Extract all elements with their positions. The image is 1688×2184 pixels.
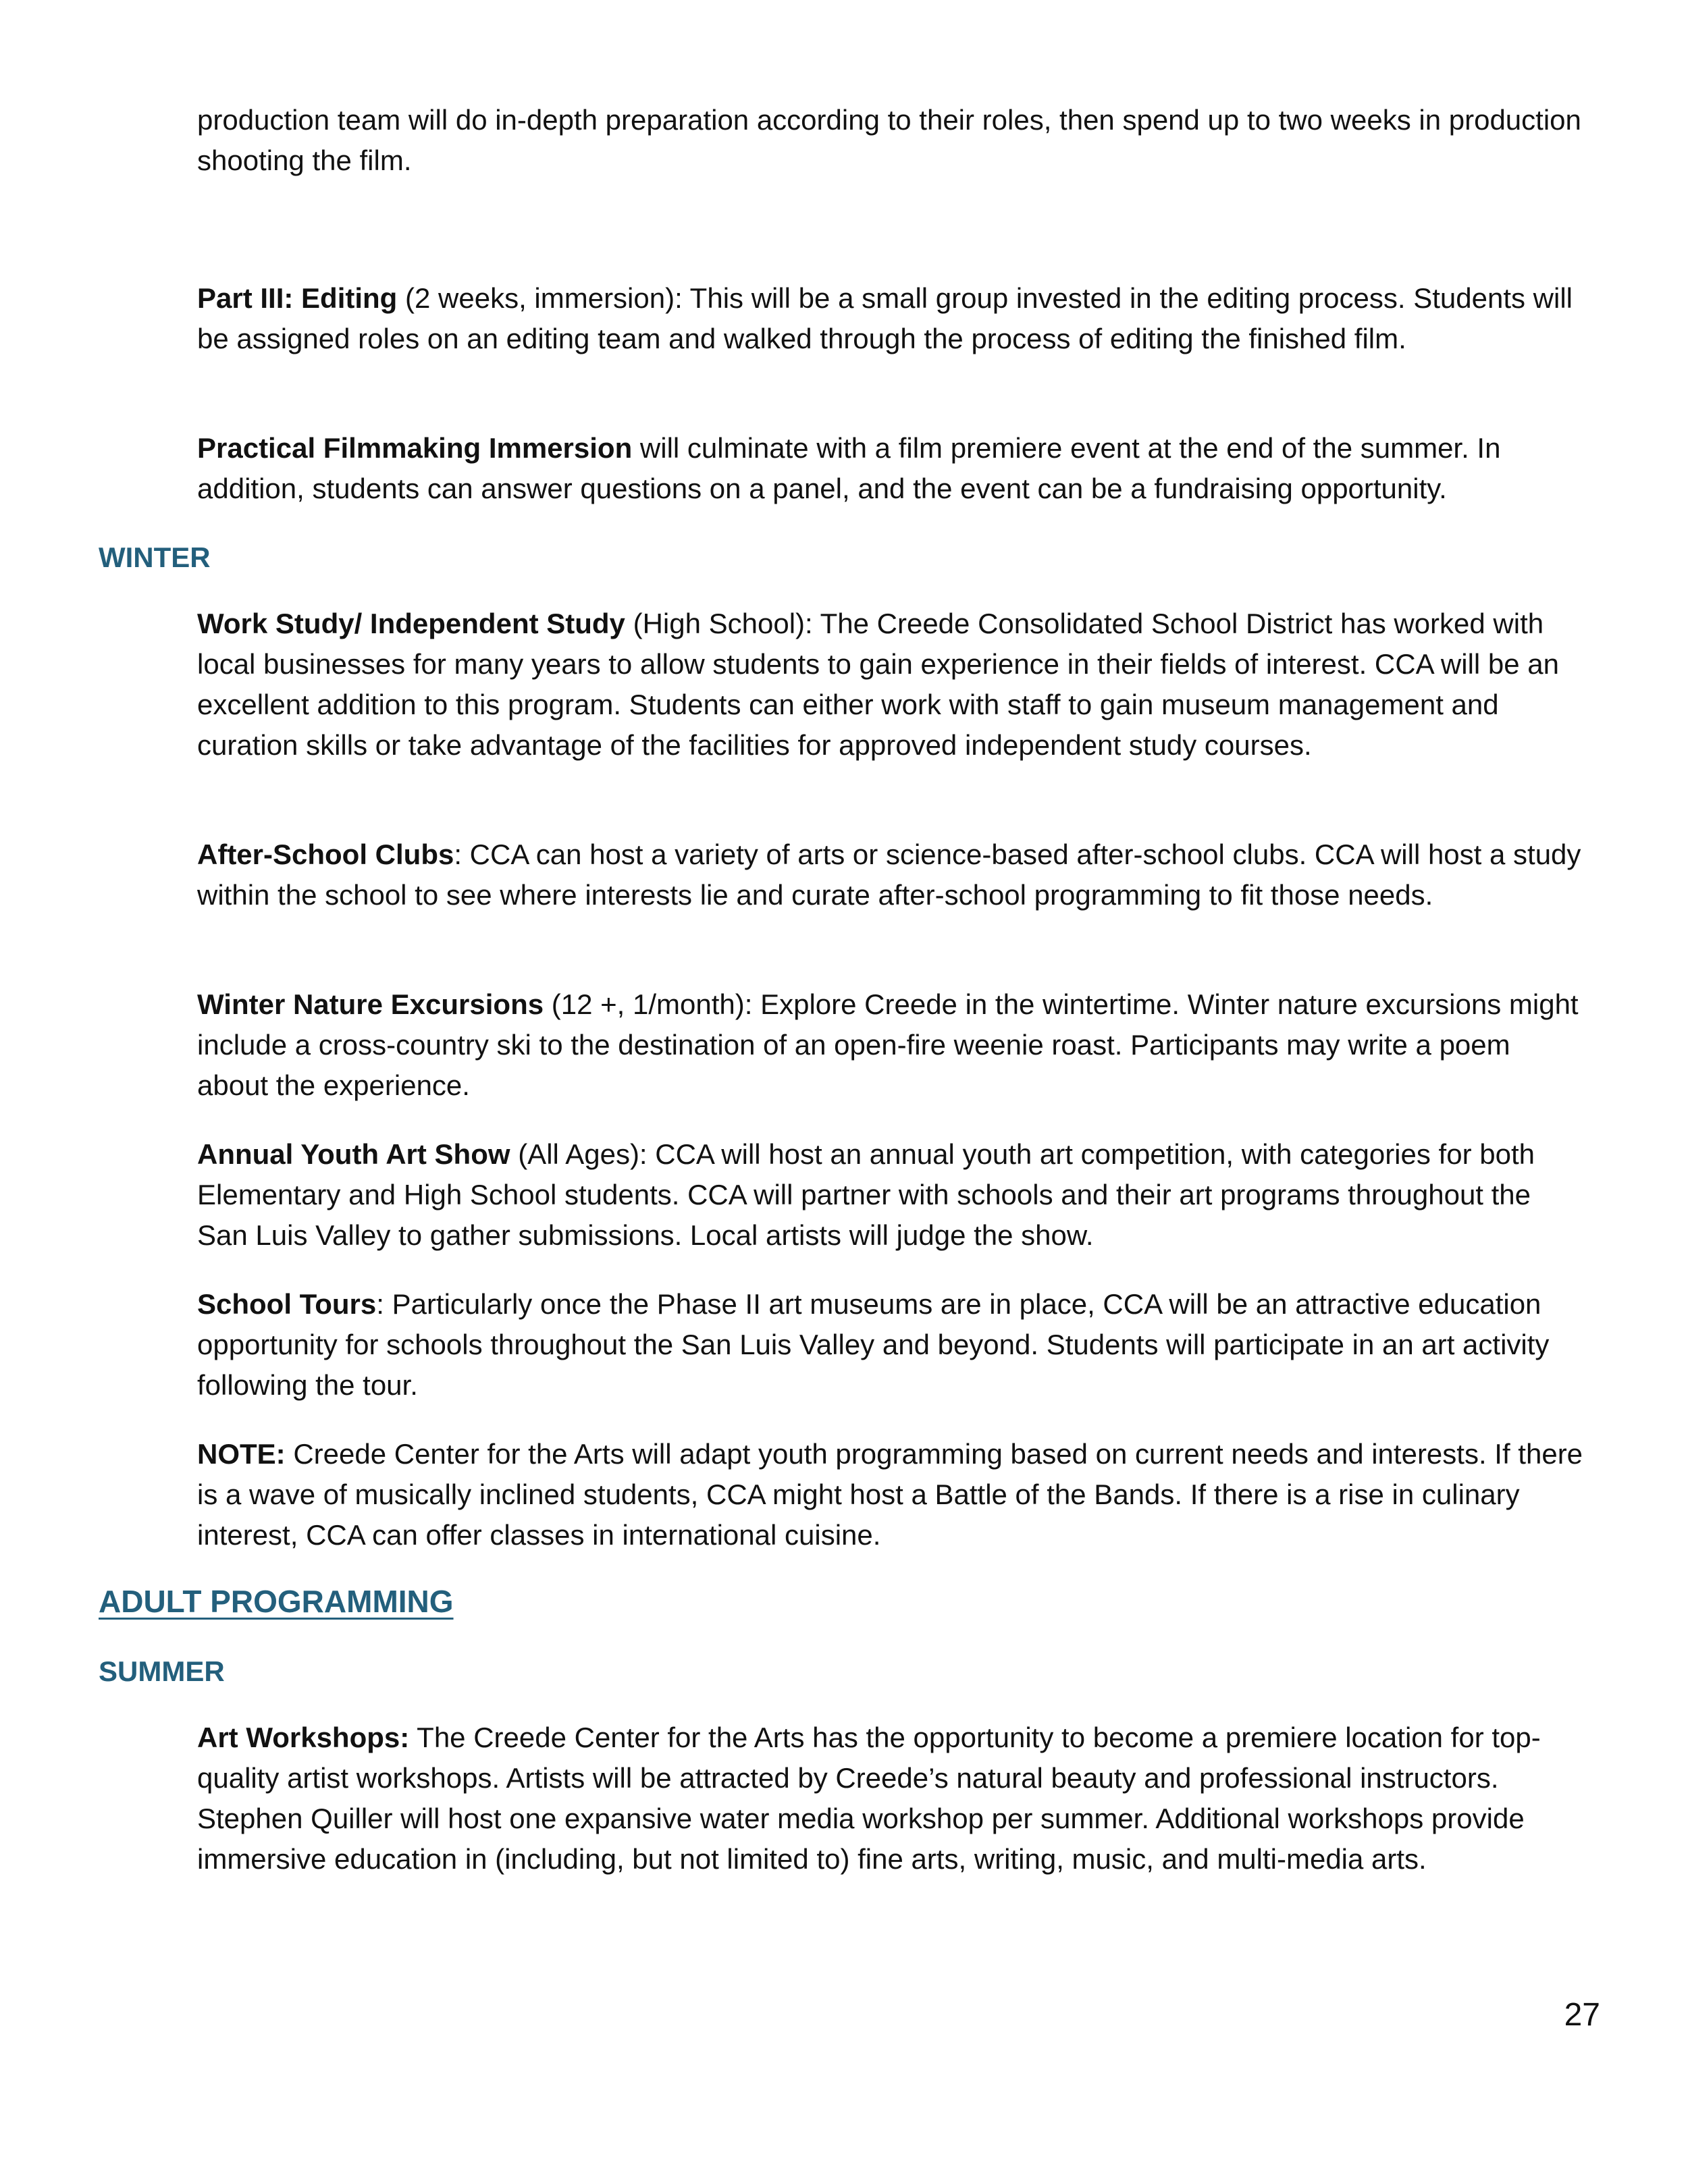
paragraph-note: [197, 1434, 1588, 1555]
paragraph-work-study: [197, 604, 1588, 766]
paragraph-text: : Particularly once the Phase II art museums are in place, CCA will be an attractive education opportunity for schools throughout the San Luis Valley and beyond. Students will participate in an art activity following the tour.: [197, 1288, 1550, 1401]
paragraph-title: Practical Filmmaking Immersion: [197, 432, 633, 464]
section-heading-adult-programming: ADULT PROGRAMMING: [99, 1584, 454, 1619]
paragraph-title: Art Workshops:: [197, 1722, 410, 1753]
paragraph-part-iii-editing: [197, 278, 1588, 359]
paragraph-production-continuation: [197, 100, 1588, 181]
paragraph-annual-youth-art-show: [197, 1134, 1588, 1256]
paragraph-filmmaking-immersion: [197, 428, 1588, 509]
paragraph-school-tours: [197, 1284, 1588, 1406]
paragraph-text: production team will do in-depth preparation according to their roles, then spend up to two weeks in production shooting the film.: [197, 104, 1581, 176]
paragraph-after-school-clubs: [197, 834, 1588, 915]
paragraph-text: Creede Center for the Arts will adapt youth programming based on current needs and interests. If there is a wave of musically inclined students, CCA might host a Battle of the Bands. If there is a rise in culinary interest, CCA can offer classes in international cuisine.: [197, 1438, 1583, 1551]
paragraph-title: NOTE:: [197, 1438, 286, 1470]
paragraph-title: Work Study/ Independent Study: [197, 608, 625, 639]
paragraph-text: (High School): The Creede Consolidated School District has worked with local businesses for many years to allow students to gain experience in their fields of interest. CCA will be an excellent addition to this program. Students can either work with staff to gain museum management and curation skills or take advantage of the facilities for approved independent study courses.: [197, 608, 1560, 761]
paragraph-title: Part III: Editing: [197, 282, 398, 314]
paragraph-winter-nature-excursions: [197, 984, 1588, 1106]
paragraph-title: Winter Nature Excursions: [197, 988, 544, 1020]
paragraph-title: School Tours: [197, 1288, 377, 1320]
paragraph-art-workshops: [197, 1717, 1588, 1880]
paragraph-text: (12 +, 1/month): Explore Creede in the wintertime. Winter nature excursions might include a cross-country ski to the destination of an open-fire weenie roast. Participants may write a poem about the experience.: [197, 988, 1579, 1101]
paragraph-title: Annual Youth Art Show: [197, 1138, 510, 1170]
paragraph-text: The Creede Center for the Arts has the opportunity to become a premiere location for top-quality artist workshops. Artists will be attracted by Creede’s natural beauty and professional instructors. Stephen Quiller will host one expansive water media workshop per summer. Additional workshops provide immersive education in (including, but not limited to) fine arts, writing, music, and multi-media arts.: [197, 1722, 1541, 1875]
section-heading-winter: WINTER: [99, 541, 211, 573]
paragraph-title: After-School Clubs: [197, 838, 454, 870]
paragraph-text: (All Ages): CCA will host an annual youth art competition, with categories for both Elementary and High School students. CCA will partner with schools and their art programs throughout the San Luis Valley to gather submissions. Local artists will judge the show.: [197, 1138, 1535, 1251]
paragraph-text: will culminate with a film premiere event at the end of the summer. In addition, students can answer questions on a panel, and the event can be a fundraising opportunity.: [197, 432, 1501, 504]
page-number: 27: [1564, 1997, 1600, 2033]
paragraph-text: (2 weeks, immersion): This will be a small group invested in the editing process. Students will be assigned roles on an editing team and walked through the process of editing the finished film.: [197, 282, 1573, 354]
section-heading-summer: SUMMER: [99, 1655, 225, 1687]
paragraph-text: : CCA can host a variety of arts or science-based after-school clubs. CCA will host a study within the school to see where interests lie and curate after-school programming to fit those needs.: [197, 838, 1581, 911]
